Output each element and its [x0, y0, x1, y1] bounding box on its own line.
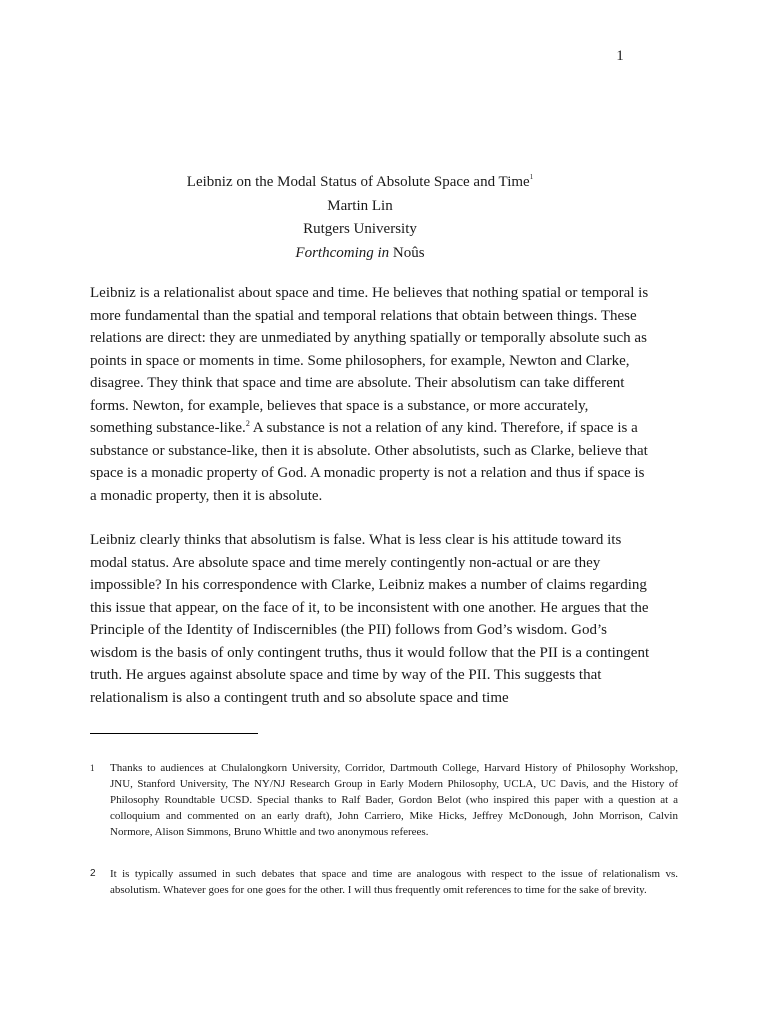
- footnote-2: [90, 866, 678, 898]
- paragraph-1-text-b: A substance is not a relation of any kind. Therefore, if space is a substance or substance-like, then it is absolute. Other absolutists, such as Clarke, believe that space is a monadic property of God. A monadic property is not a relation and thus if space is a monadic property, then it is absolute.: [90, 420, 648, 504]
- footnote-text: It is typically assumed in such debates that space and time are analogous with respect to the issue of relationalism vs. absolutism. Whatever goes for one goes for the other. I will thus frequently omit references to time for the sake of brevity.: [110, 868, 678, 896]
- footnote-ref-2[interactable]: 2: [245, 419, 250, 428]
- author-name: Martin Lin: [327, 197, 393, 214]
- body-paragraph-2: Leibniz clearly thinks that absolutism is false. What is less clear is his attitude toward its modal status. Are absolute space and time merely contingently non-actual or are they impossible? In his correspondence with Clarke, Leibniz makes a number of claims regarding this issue that appear, on the face of it, to be inconsistent with one another. He argues that the Principle of the Identity of Indiscernibles (the PII) follows from God’s wisdom. God’s wisdom is the basis of only contingent truths, thus it would follow that the PII is a contingent truth. He argues against absolute space and time by way of the PII. This suggests that relationalism is also a contingent truth and so absolute space and time: [90, 532, 650, 706]
- venue-prefix: Forthcoming in: [295, 244, 390, 261]
- paragraph-1-text-a: Leibniz is a relationalist about space and time. He believes that nothing spatial or temporal is more fundamental than the spatial and temporal relations that obtain between things. These relations are direct: they are unmediated by anything spatially or temporally absolute such as points in space or moments in time. Some philosophers, for example, Newton and Clarke, disagree. They think that space and time are absolute. Their absolutism can take different forms. Newton, for example, believes that space is a substance, or more accurately, something substance-like.: [90, 285, 649, 436]
- footnote-mark: 1: [90, 763, 95, 773]
- footnote-text: Thanks to audiences at Chulalongkorn University, Corridor, Dartmouth College, Harvard History of Philosophy Workshop, JNU, Stanford University, The NY/NJ Research Group in Early Modern Philosophy, UCLA, UC Davis, and the History of Philosophy Roundtable UCSD. Special thanks to Ralf Bader, Gordon Belot (who inspired this paper with a question at a colloquium and commented on an early draft), John Carriero, Mike Hicks, Jeffrey McDonough, John Morrison, Calvin Normore, Alison Simmons, Bruno Whittle and two anonymous referees.: [110, 762, 678, 838]
- paper-title-text: Leibniz on the Modal Status of Absolute Space and Time: [186, 174, 530, 190]
- page-number: 1: [616, 48, 624, 64]
- footnote-divider: [90, 733, 258, 734]
- paper-title: [90, 171, 630, 195]
- body-paragraph-1: [90, 282, 650, 507]
- footnote-1: [90, 760, 678, 840]
- venue-line: [90, 242, 630, 266]
- venue-name: Noûs: [392, 244, 425, 261]
- footnote-ref-1[interactable]: 1: [529, 173, 534, 181]
- affiliation: Rutgers University: [303, 221, 417, 237]
- footnote-mark: 2: [90, 868, 96, 879]
- title-block: [90, 171, 630, 265]
